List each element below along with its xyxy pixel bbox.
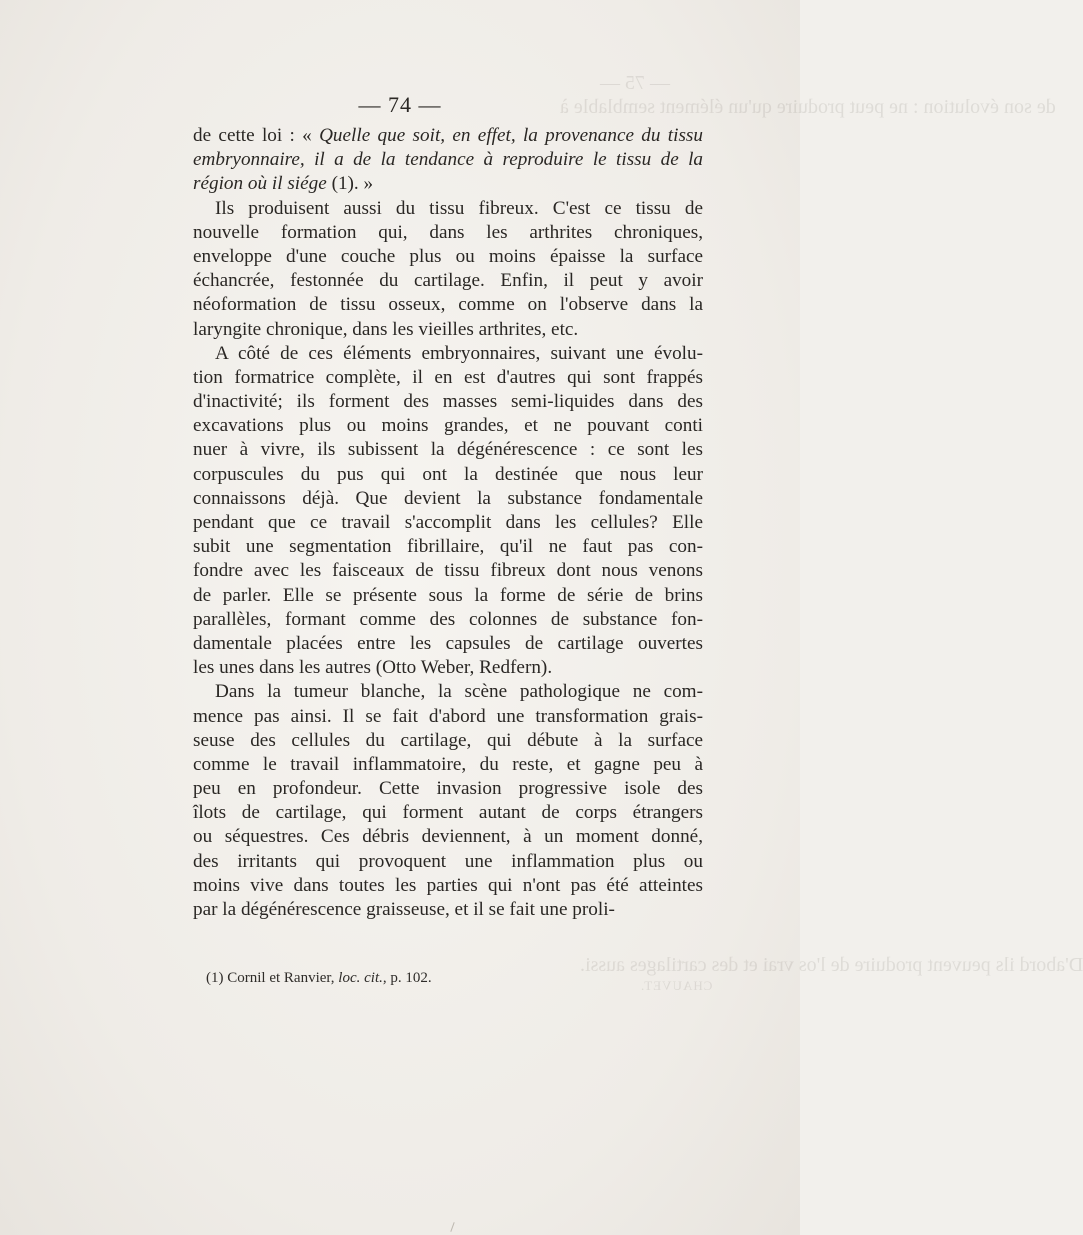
text-line [193, 487, 703, 511]
text-line [193, 825, 703, 849]
text-run: peu en profondeur. Cette invasion progressive isole des [193, 778, 703, 800]
text-run: excavations plus ou moins grandes, et ne pouvant conti [193, 415, 703, 437]
text-line [193, 269, 703, 293]
text-line [193, 438, 703, 462]
text-run: pendant que ce travail s'accomplit dans les cellules? Elle [193, 512, 703, 533]
text-run: ou séquestres. Ces débris deviennent, à un moment donné, [193, 826, 703, 848]
text-run: seuse des cellules du cartilage, qui débute à la surface [193, 729, 703, 751]
italic-text: embryonnaire, il a de la tendance à reproduire le tissu de la [193, 149, 703, 171]
text-run: nuer à vivre, ils subissent la dégénérescence : ce sont les [193, 439, 703, 461]
text-run: A côté de ces éléments embryonnaires, suivant une évolu- [215, 342, 703, 364]
footnote [206, 970, 432, 987]
text-run: les unes dans les autres (Otto Weber, Redfern). [193, 657, 553, 679]
text-line [193, 801, 703, 825]
text-run: nouvelle formation qui, dans les arthrites chroniques, [193, 221, 703, 243]
text-run: de parler. Elle se présente sous la forme de série de brins [193, 584, 703, 606]
text-line [193, 777, 703, 801]
text-line [193, 705, 703, 729]
text-line [193, 632, 703, 656]
text-run: (1). » [326, 173, 374, 195]
text-line [193, 245, 703, 269]
text-line [193, 850, 703, 874]
text-line [193, 172, 703, 196]
text-line [193, 221, 703, 245]
text-run: mence pas ainsi. Il se fait d'abord une transformation grais- [193, 705, 703, 727]
bleed-through-page-number: — 75 — [600, 72, 670, 94]
text-line [193, 874, 703, 898]
text-run: comme le travail inflammatoire, du reste, et gagne peu à [193, 753, 703, 775]
text-run: échancrée, festonnée du cartilage. Enfin, il peut y avoir [193, 270, 703, 292]
text-run: damentale placées entre les capsules de cartilage ouvertes [193, 632, 703, 654]
text-run: néoformation de tissu osseux, comme on l'observe dans la [193, 294, 703, 316]
footnote-text: , p. 102. [382, 970, 432, 986]
text-run: îlots de cartilage, qui forment autant de corps étrangers [193, 802, 703, 824]
text-run: moins vive dans toutes les parties qui n'ont pas été atteintes [193, 874, 703, 896]
bleed-through-text: CHAUVET. [640, 978, 713, 993]
bleed-through-text: D'abord ils peuvent produire de l'os vrai et des cartilages aussi. [580, 954, 1083, 976]
text-run: Dans la tumeur blanche, la scène pathologique ne com- [215, 681, 703, 703]
text-line [193, 753, 703, 777]
text-line [193, 148, 703, 172]
text-line [193, 197, 703, 221]
text-run: d'inactivité; ils forment des masses semi-liquides dans des [193, 391, 703, 413]
text-run: corpuscules du pus qui ont la destinée que nous leur [193, 463, 703, 485]
text-run: des irritants qui provoquent une inflammation plus ou [193, 850, 703, 872]
page-number: — 74 — [358, 92, 442, 117]
italic-text: Quelle que soit, en effet, la provenance du tissu [319, 125, 703, 146]
text-run: laryngite chronique, dans les vieilles arthrites, etc. [193, 318, 579, 340]
text-run: fondre avec les faisceaux de tissu fibreux dont nous venons [193, 560, 703, 582]
text-run: de cette loi : « [193, 125, 320, 146]
text-run: connaissons déjà. Que devient la substance fondamentale [193, 487, 703, 509]
text-line [193, 293, 703, 317]
bleed-through-text: de son évolution : ne peut produire qu'un élément semblable à [560, 96, 1056, 118]
text-line [193, 535, 703, 559]
text-line [193, 584, 703, 608]
italic-text: région où il siége [193, 173, 327, 195]
text-line [193, 318, 703, 342]
text-run: tion formatrice complète, il en est d'autres qui sont frappés [193, 366, 703, 388]
text-line [193, 656, 703, 680]
body-text [193, 124, 703, 922]
footnote-text: (1) Cornil et Ranvier, [206, 970, 339, 986]
text-line [193, 608, 703, 632]
footnote-citation-italic: loc. cit. [338, 970, 383, 986]
paper-mark [450, 1222, 454, 1232]
text-run: subit une segmentation fibrillaire, qu'il ne faut pas con- [193, 536, 703, 558]
text-line [193, 342, 703, 366]
text-line [193, 898, 703, 922]
text-line [193, 463, 703, 487]
text-line [193, 559, 703, 583]
text-run: Ils produisent aussi du tissu fibreux. C'est ce tissu de [215, 197, 703, 219]
text-run: enveloppe d'une couche plus ou moins épaisse la surface [193, 245, 703, 267]
text-line [193, 414, 703, 438]
text-line [193, 124, 703, 148]
text-line [193, 390, 703, 414]
text-line [193, 511, 703, 535]
text-line [193, 366, 703, 390]
text-line [193, 680, 703, 704]
text-run: par la dégénérescence graisseuse, et il se fait une proli- [193, 899, 615, 920]
text-run: parallèles, formant comme des colonnes de substance fon- [193, 608, 703, 630]
text-line [193, 729, 703, 753]
